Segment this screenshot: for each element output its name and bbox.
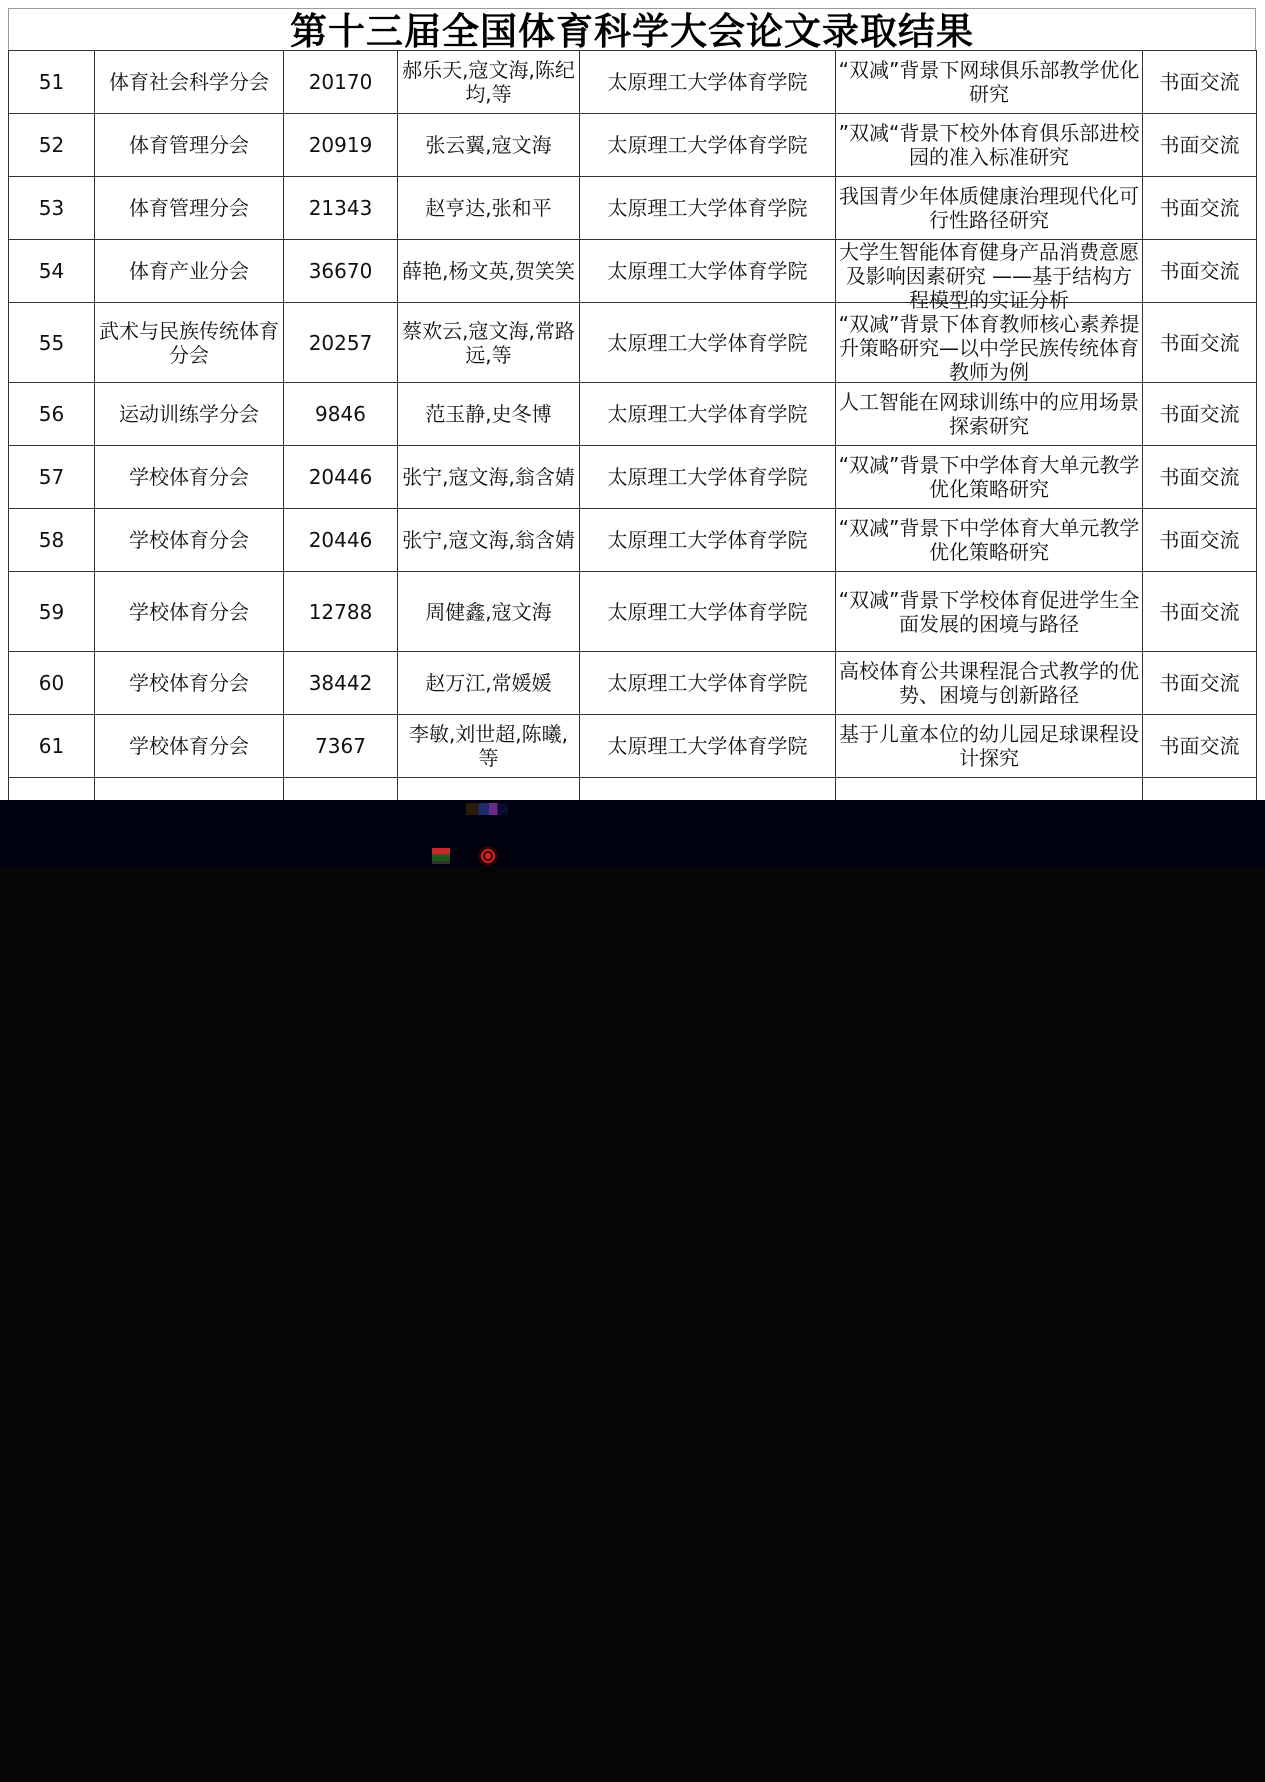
- institution-text: 太原理工大学体育学院: [607, 259, 808, 283]
- row-number-text: 51: [38, 70, 65, 94]
- document-sheet: [0, 0, 1265, 816]
- table-row: [9, 446, 1257, 509]
- paper-id-cell: [284, 114, 398, 177]
- row-number-cell: [9, 114, 95, 177]
- presentation-format-text: 书面交流: [1159, 734, 1240, 758]
- table-row: [9, 572, 1257, 652]
- row-number-text: 58: [38, 528, 65, 552]
- institution-cell: [580, 51, 836, 114]
- authors-cell: [398, 51, 580, 114]
- division-cell: [95, 240, 284, 303]
- authors-text: 张宁,寇文海,翁含婧: [402, 528, 575, 552]
- authors-cell: [398, 177, 580, 240]
- presentation-format-text: 书面交流: [1159, 259, 1240, 283]
- presentation-format-cell: [1143, 383, 1257, 446]
- division-cell: [95, 114, 284, 177]
- flag-icon: [432, 848, 450, 864]
- table-row: [9, 240, 1257, 303]
- paper-topic-text: “双减”背景下学校体育促进学生全面发展的困境与路径: [838, 587, 1140, 636]
- division-cell: [95, 51, 284, 114]
- presentation-format-cell: [1143, 303, 1257, 383]
- institution-text: 太原理工大学体育学院: [607, 465, 808, 489]
- paper-id-cell: [284, 303, 398, 383]
- paper-id-text: 20446: [308, 528, 373, 552]
- institution-text: 太原理工大学体育学院: [607, 133, 808, 157]
- paper-topic-text: 大学生智能体育健身产品消费意愿及影响因素研究 ——基于结构方程模型的实证分析: [839, 240, 1139, 312]
- paper-topic-cell: [836, 509, 1143, 572]
- division-cell: [95, 177, 284, 240]
- presentation-format-cell: [1143, 572, 1257, 652]
- paper-topic-text: “双减”背景下体育教师核心素养提升策略研究—以中学民族传统体育教师为例: [838, 311, 1140, 384]
- authors-cell: [398, 572, 580, 652]
- paper-topic-cell: [836, 51, 1143, 114]
- corrupted-band: [0, 800, 1265, 866]
- authors-text: 郝乐天,寇文海,陈纪均,等: [402, 58, 575, 106]
- paper-id-cell: [284, 572, 398, 652]
- division-text: 体育社会科学分会: [109, 70, 269, 94]
- row-number-text: 52: [38, 133, 65, 157]
- paper-topic-text: ”双减“背景下校外体育俱乐部进校园的准入标准研究: [838, 121, 1140, 169]
- authors-text: 周健鑫,寇文海: [425, 599, 552, 624]
- institution-text: 太原理工大学体育学院: [607, 671, 808, 695]
- paper-topic-text: “双减”背景下中学体育大单元教学优化策略研究: [838, 516, 1140, 564]
- division-cell: [95, 715, 284, 778]
- institution-cell: [580, 509, 836, 572]
- presentation-format-text: 书面交流: [1159, 196, 1240, 220]
- results-table: [8, 50, 1257, 858]
- row-number-cell: [9, 715, 95, 778]
- division-cell: [95, 509, 284, 572]
- table-row: [9, 177, 1257, 240]
- paper-id-cell: [284, 652, 398, 715]
- authors-cell: [398, 240, 580, 303]
- row-number-text: 57: [38, 465, 65, 489]
- paper-topic-text: “双减”背景下网球俱乐部教学优化研究: [838, 58, 1140, 106]
- institution-text: 太原理工大学体育学院: [607, 599, 808, 624]
- row-number-cell: [9, 240, 95, 303]
- paper-id-text: 20919: [308, 133, 373, 157]
- presentation-format-text: 书面交流: [1159, 671, 1240, 695]
- row-number-cell: [9, 509, 95, 572]
- institution-cell: [580, 446, 836, 509]
- paper-id-text: 20257: [308, 330, 373, 355]
- institution-text: 太原理工大学体育学院: [607, 734, 808, 758]
- institution-cell: [580, 652, 836, 715]
- authors-text: 张云翼,寇文海: [425, 133, 552, 157]
- paper-id-text: 9846: [315, 402, 366, 426]
- row-number-text: 60: [38, 671, 65, 695]
- row-number-cell: [9, 572, 95, 652]
- paper-id-text: 20446: [308, 465, 373, 489]
- presentation-format-cell: [1143, 652, 1257, 715]
- paper-topic-cell: [836, 240, 1143, 312]
- authors-text: 赵万江,常媛媛: [425, 671, 552, 695]
- presentation-format-text: 书面交流: [1159, 465, 1240, 489]
- presentation-format-text: 书面交流: [1159, 528, 1240, 552]
- division-text: 体育产业分会: [129, 259, 249, 283]
- authors-cell: [398, 446, 580, 509]
- table-row: [9, 715, 1257, 778]
- row-number-text: 56: [38, 402, 65, 426]
- institution-cell: [580, 572, 836, 652]
- presentation-format-text: 书面交流: [1159, 599, 1240, 624]
- division-cell: [95, 572, 284, 652]
- paper-id-text: 20170: [308, 70, 373, 94]
- paper-topic-cell: [836, 383, 1143, 446]
- division-text: 学校体育分会: [129, 734, 249, 758]
- institution-cell: [580, 383, 836, 446]
- presentation-format-cell: [1143, 509, 1257, 572]
- paper-topic-cell: [836, 652, 1143, 715]
- presentation-format-text: 书面交流: [1159, 70, 1240, 94]
- row-number-cell: [9, 446, 95, 509]
- institution-cell: [580, 303, 836, 383]
- paper-id-cell: [284, 383, 398, 446]
- division-text: 学校体育分会: [129, 528, 249, 552]
- paper-topic-cell: [836, 114, 1143, 177]
- institution-cell: [580, 114, 836, 177]
- paper-topic-cell: [836, 446, 1143, 509]
- division-text: 体育管理分会: [129, 133, 249, 157]
- institution-text: 太原理工大学体育学院: [607, 70, 808, 94]
- paper-topic-cell: [836, 572, 1143, 652]
- paper-id-cell: [284, 240, 398, 303]
- paper-id-cell: [284, 715, 398, 778]
- presentation-format-text: 书面交流: [1159, 330, 1240, 355]
- row-number-cell: [9, 383, 95, 446]
- emblem-icon: [478, 846, 498, 866]
- table-row: [9, 652, 1257, 715]
- institution-text: 太原理工大学体育学院: [607, 402, 808, 426]
- institution-cell: [580, 240, 836, 303]
- authors-cell: [398, 383, 580, 446]
- division-text: 体育管理分会: [129, 196, 249, 220]
- institution-text: 太原理工大学体育学院: [607, 196, 808, 220]
- table-row: [9, 383, 1257, 446]
- authors-cell: [398, 652, 580, 715]
- paper-id-text: 12788: [308, 599, 373, 624]
- paper-topic-text: “双减”背景下中学体育大单元教学优化策略研究: [838, 453, 1140, 501]
- paper-id-text: 7367: [315, 734, 366, 758]
- row-number-cell: [9, 652, 95, 715]
- division-text: 运动训练学分会: [119, 402, 259, 426]
- paper-id-text: 36670: [308, 259, 373, 283]
- paper-id-cell: [284, 177, 398, 240]
- paper-id-cell: [284, 509, 398, 572]
- paper-topic-cell: [836, 303, 1143, 383]
- row-number-text: 59: [38, 599, 65, 624]
- division-cell: [95, 383, 284, 446]
- authors-text: 李敏,刘世超,陈曦,等: [408, 722, 569, 770]
- row-number-text: 54: [38, 259, 65, 283]
- table-row: [9, 303, 1257, 383]
- presentation-format-cell: [1143, 51, 1257, 114]
- institution-text: 太原理工大学体育学院: [607, 330, 808, 355]
- row-number-text: 53: [38, 196, 65, 220]
- paper-id-text: 21343: [308, 196, 373, 220]
- division-cell: [95, 303, 284, 383]
- presentation-format-cell: [1143, 177, 1257, 240]
- paper-id-cell: [284, 446, 398, 509]
- paper-topic-text: 人工智能在网球训练中的应用场景探索研究: [839, 390, 1139, 438]
- row-number-text: 61: [38, 734, 65, 758]
- presentation-format-cell: [1143, 114, 1257, 177]
- authors-text: 薛艳,杨文英,贺笑笑: [402, 259, 575, 283]
- institution-cell: [580, 715, 836, 778]
- glitch-artifact: [466, 803, 508, 815]
- row-number-text: 55: [38, 330, 65, 355]
- authors-cell: [398, 303, 580, 383]
- institution-cell: [580, 177, 836, 240]
- division-text: 学校体育分会: [129, 465, 249, 489]
- authors-text: 张宁,寇文海,翁含婧: [402, 465, 575, 489]
- authors-cell: [398, 715, 580, 778]
- presentation-format-cell: [1143, 446, 1257, 509]
- institution-text: 太原理工大学体育学院: [607, 528, 808, 552]
- division-cell: [95, 446, 284, 509]
- paper-topic-text: 基于儿童本位的幼儿园足球课程设计探究: [839, 722, 1139, 770]
- paper-topic-cell: [836, 715, 1143, 778]
- authors-cell: [398, 509, 580, 572]
- results-table-body: [9, 51, 1257, 858]
- division-text: 学校体育分会: [129, 599, 249, 624]
- row-number-cell: [9, 51, 95, 114]
- authors-text: 赵亨达,张和平: [425, 196, 552, 220]
- row-number-cell: [9, 303, 95, 383]
- authors-text: 蔡欢云,寇文海,常路远,等: [402, 318, 575, 367]
- presentation-format-text: 书面交流: [1159, 402, 1240, 426]
- division-text: 学校体育分会: [129, 671, 249, 695]
- presentation-format-cell: [1143, 715, 1257, 778]
- paper-topic-cell: [836, 177, 1143, 240]
- paper-topic-text: 我国青少年体质健康治理现代化可行性路径研究: [839, 184, 1139, 232]
- division-cell: [95, 652, 284, 715]
- division-text: 武术与民族传统体育分会: [99, 318, 279, 367]
- table-row: [9, 51, 1257, 114]
- authors-text: 范玉静,史冬博: [425, 402, 552, 426]
- presentation-format-text: 书面交流: [1159, 133, 1240, 157]
- presentation-format-cell: [1143, 240, 1257, 303]
- paper-id-text: 38442: [308, 671, 373, 695]
- table-row: [9, 509, 1257, 572]
- paper-topic-text: 高校体育公共课程混合式教学的优势、困境与创新路径: [839, 659, 1139, 707]
- table-row: [9, 114, 1257, 177]
- row-number-cell: [9, 177, 95, 240]
- page-title: 第十三届全国体育科学大会论文录取结果: [8, 8, 1256, 50]
- paper-id-cell: [284, 51, 398, 114]
- authors-cell: [398, 114, 580, 177]
